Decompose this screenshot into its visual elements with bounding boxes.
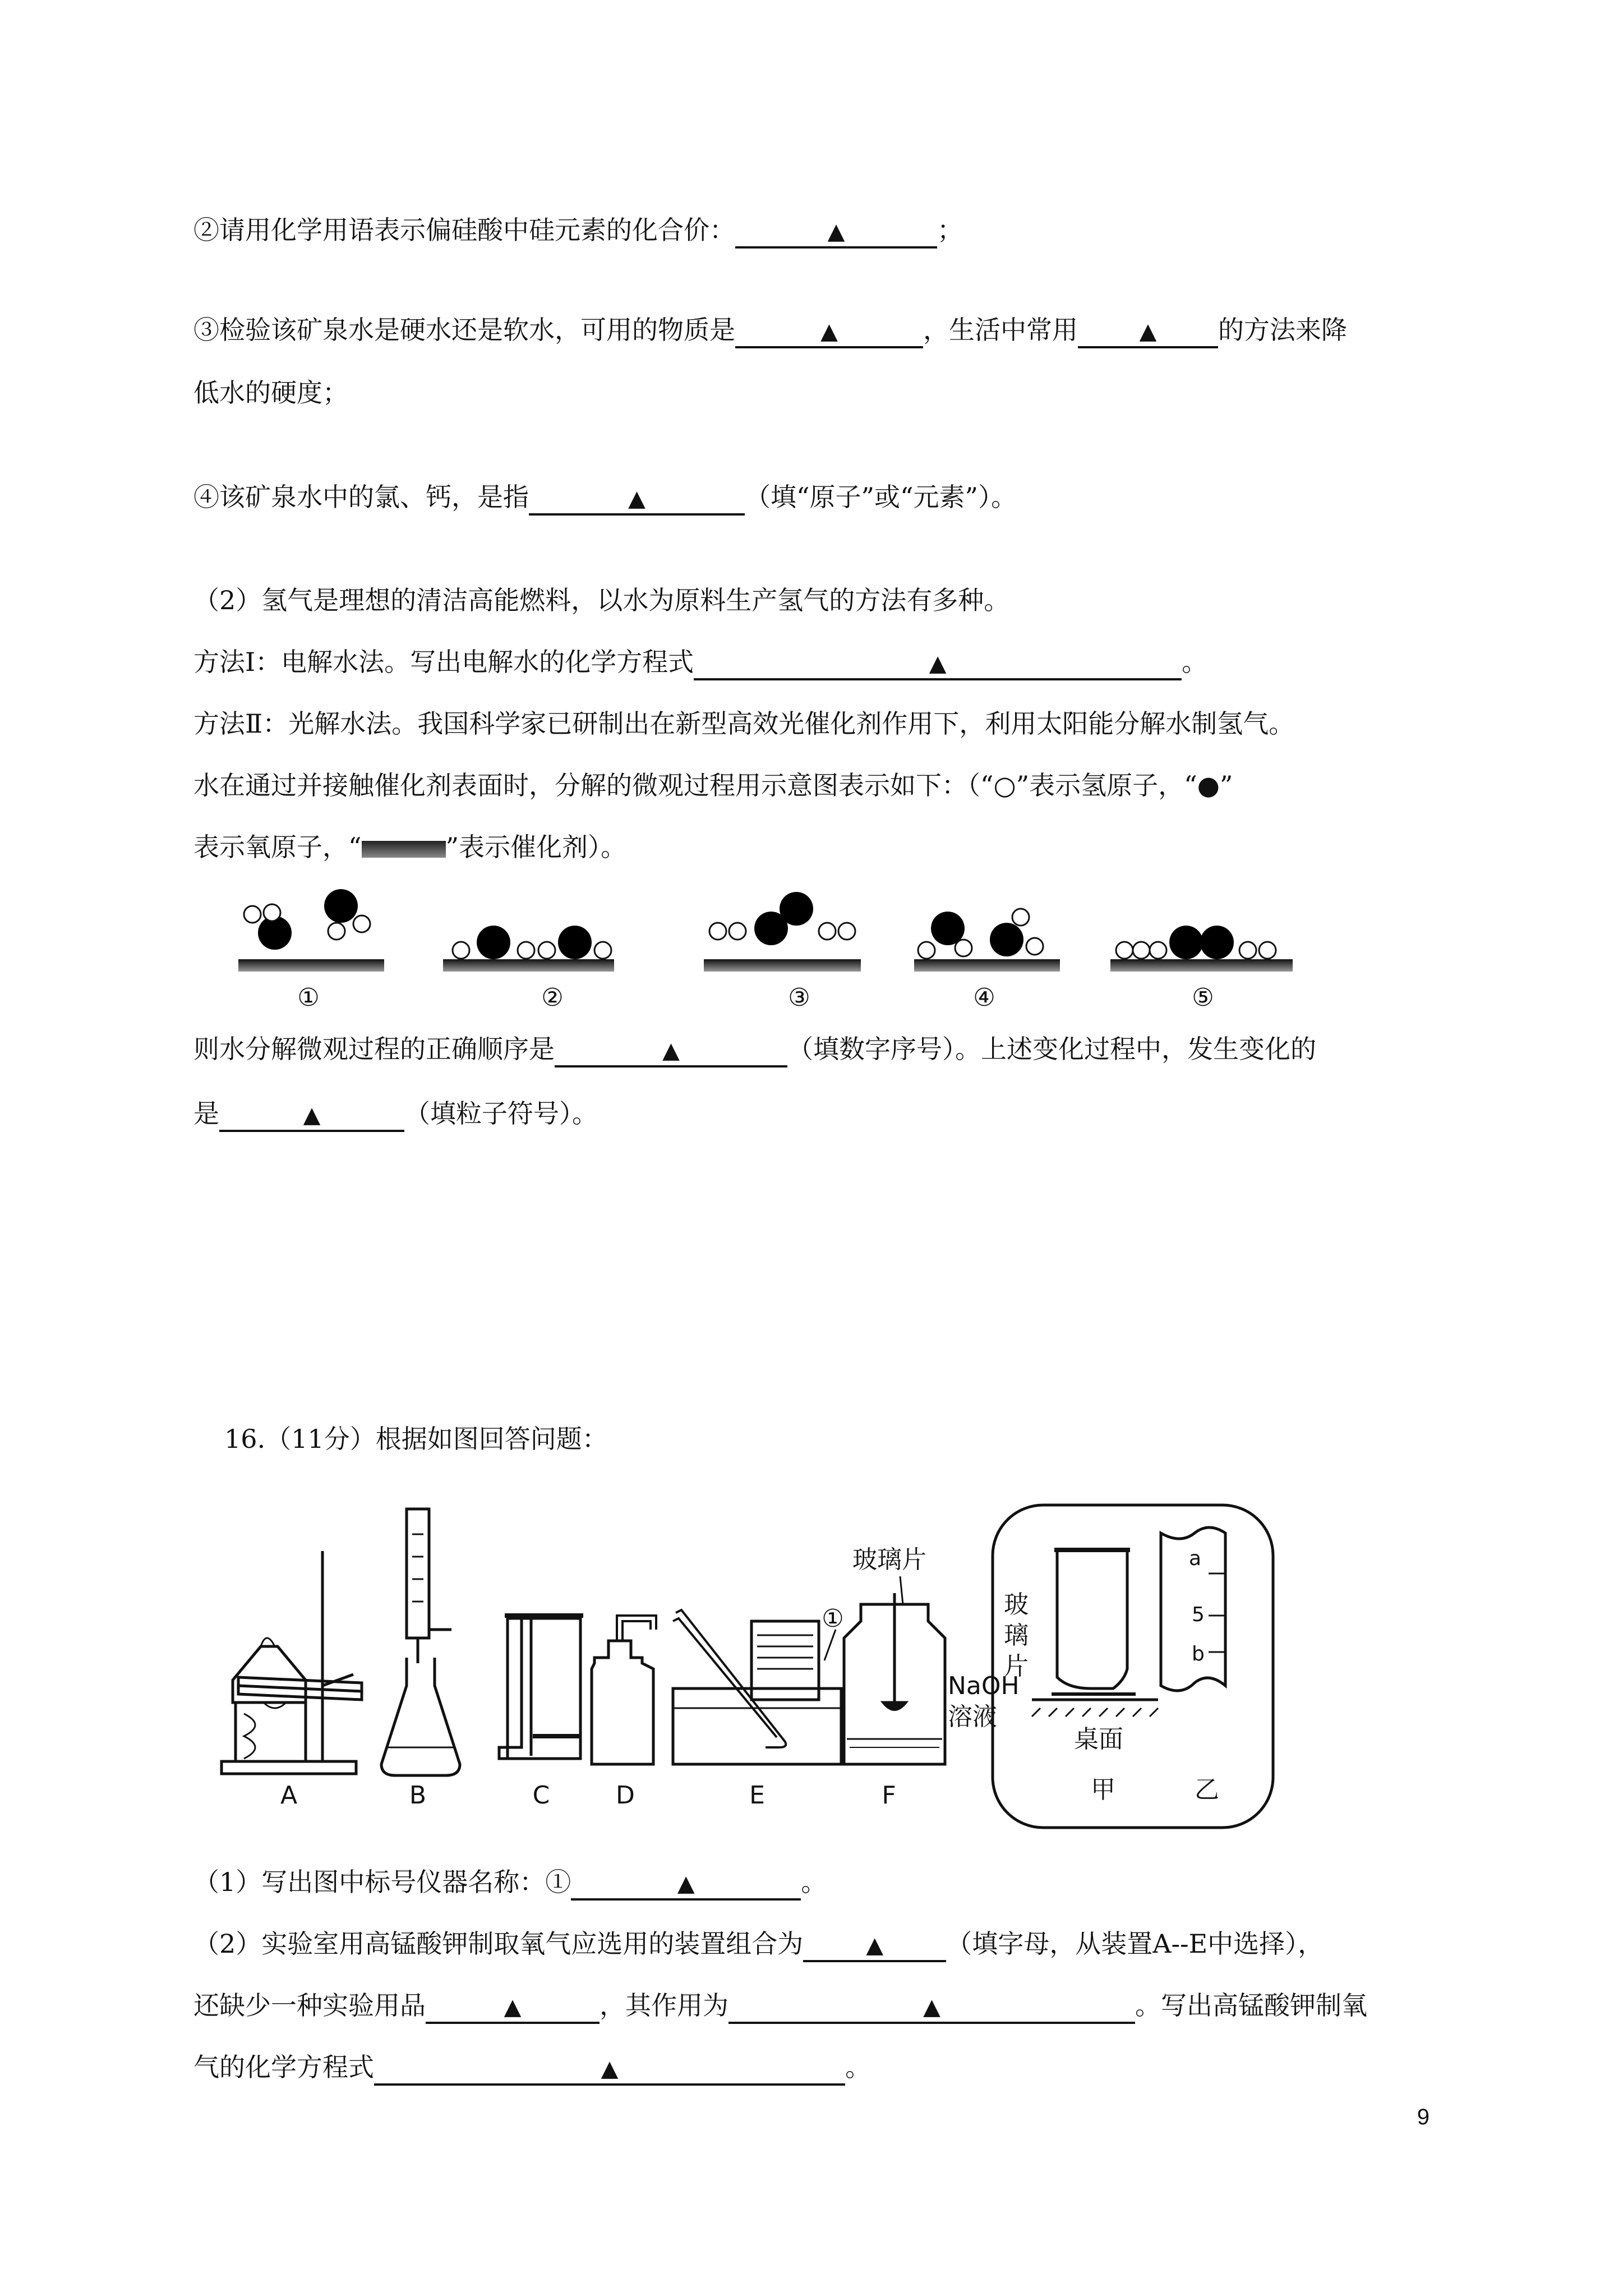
slide-vertical-1: 玻 bbox=[1004, 1590, 1029, 1619]
jia-yi-panel bbox=[993, 1505, 1273, 1828]
stage-5 bbox=[1110, 926, 1293, 1012]
yi-label: 乙 bbox=[1195, 1775, 1219, 1804]
naoh-label: NaOH bbox=[948, 1672, 1020, 1700]
answer-blank[interactable]: ▲ bbox=[426, 1991, 600, 2024]
q16-part2-line: （2）实验室用高锰酸钾制取氧气应选用的装置组合为 ▲ （填字母，从装置A--E中选择）， bbox=[193, 1927, 1324, 1962]
marker-1-label: ① bbox=[822, 1604, 844, 1633]
question-3-line: ③检验该矿泉水是硬水还是软水，可用的物质是 ▲ ，生活中常用 ▲ 的方法来降 bbox=[193, 313, 1347, 348]
apparatus-label: E bbox=[749, 1781, 765, 1810]
glass-slide-label: 玻璃片 bbox=[852, 1545, 926, 1574]
question-2-line: ②请用化学用语表示偏硅酸中硅元素的化合价： ▲ ； bbox=[193, 213, 963, 249]
apparatus-label: D bbox=[616, 1781, 635, 1810]
apparatus-b bbox=[381, 1509, 460, 1775]
stage-label: ③ bbox=[788, 983, 810, 1012]
slide-vertical-3: 片 bbox=[1004, 1652, 1029, 1681]
part-2-intro: （2）氢气是理想的清洁高能燃料，以水为原料生产氢气的方法有多种。 bbox=[193, 585, 1010, 615]
jia-label: 甲 bbox=[1091, 1775, 1115, 1804]
stage-2 bbox=[443, 926, 614, 1012]
apparatus-label: A bbox=[280, 1781, 298, 1810]
particle-question-line: 是 ▲ （填粒子符号）。 bbox=[193, 1097, 598, 1132]
apparatus-e bbox=[673, 1604, 844, 1764]
stage-1 bbox=[238, 889, 384, 1012]
answer-blank[interactable]: ▲ bbox=[374, 2053, 845, 2086]
apparatus-figure bbox=[216, 1501, 1287, 1837]
q16-part1-line: （1）写出图中标号仪器名称：① ▲ 。 bbox=[193, 1865, 827, 1901]
stage-label: ② bbox=[541, 983, 564, 1012]
answer-blank[interactable]: ▲ bbox=[728, 1991, 1135, 2024]
apparatus-a bbox=[222, 1551, 362, 1774]
stage-label: ④ bbox=[973, 983, 995, 1012]
water-decomposition-figure bbox=[224, 884, 1307, 1024]
answer-blank[interactable]: ▲ bbox=[555, 1034, 787, 1068]
slide-vertical-2: 璃 bbox=[1004, 1621, 1029, 1650]
solution-label: 溶液 bbox=[948, 1703, 997, 1731]
page-number: 9 bbox=[1417, 2105, 1430, 2129]
order-question-line: 则水分解微观过程的正确顺序是 ▲ （填数字序号）。上述变化过程中，发生变化的 bbox=[193, 1032, 1316, 1068]
scale-b: b bbox=[1192, 1642, 1205, 1665]
stage-label: ⑤ bbox=[1192, 983, 1214, 1012]
stage-3 bbox=[704, 892, 861, 1012]
method-2-line: 方法Ⅱ：光解水法。我国科学家已研制出在新型高效光催化剂作用下，利用太阳能分解水制氢气。 bbox=[193, 708, 1295, 739]
q16-part2-equation-line: 气的化学方程式 ▲ 。 bbox=[193, 2050, 871, 2086]
answer-blank[interactable]: ▲ bbox=[219, 1099, 404, 1132]
scale-5: 5 bbox=[1192, 1603, 1205, 1626]
catalyst-swatch bbox=[362, 841, 446, 858]
desk-label: 桌面 bbox=[1074, 1725, 1123, 1754]
answer-blank[interactable]: ▲ bbox=[1078, 315, 1218, 348]
q16-part2-continuation: 还缺少一种实验用品 ▲ ，其作用为 ▲ 。写出高锰酸钾制氧 bbox=[193, 1989, 1367, 2024]
question-4-line: ④该矿泉水中的氯、钙，是指 ▲ （填“原子”或“元素”）。 bbox=[193, 480, 1017, 516]
answer-blank[interactable]: ▲ bbox=[529, 482, 745, 516]
answer-blank[interactable]: ▲ bbox=[571, 1867, 801, 1901]
method-1-line: 方法Ⅰ：电解水法。写出电解水的化学方程式 ▲ 。 bbox=[193, 645, 1207, 680]
apparatus-d bbox=[592, 1616, 656, 1764]
question-3-continuation: 低水的硬度； bbox=[193, 378, 348, 408]
scale-a: a bbox=[1189, 1547, 1202, 1570]
apparatus-label: C bbox=[532, 1781, 550, 1810]
question-16-title: 16.（11分）根据如图回答问题： bbox=[224, 1424, 608, 1454]
answer-blank[interactable]: ▲ bbox=[735, 215, 937, 249]
method-2-continuation-2: 表示氧原子，“ ”表示催化剂）。 bbox=[193, 832, 627, 862]
stage-label: ① bbox=[297, 983, 320, 1012]
answer-blank[interactable]: ▲ bbox=[803, 1929, 946, 1962]
stage-4 bbox=[914, 909, 1060, 1012]
apparatus-label: F bbox=[882, 1781, 896, 1810]
answer-blank[interactable]: ▲ bbox=[694, 647, 1182, 680]
apparatus-label: B bbox=[409, 1781, 427, 1810]
method-2-continuation: 水在通过并接触催化剂表面时，分解的微观过程用示意图表示如下：（“○”表示氢原子，“●” bbox=[193, 770, 1233, 800]
answer-blank[interactable]: ▲ bbox=[735, 315, 923, 348]
apparatus-c bbox=[499, 1616, 583, 1759]
